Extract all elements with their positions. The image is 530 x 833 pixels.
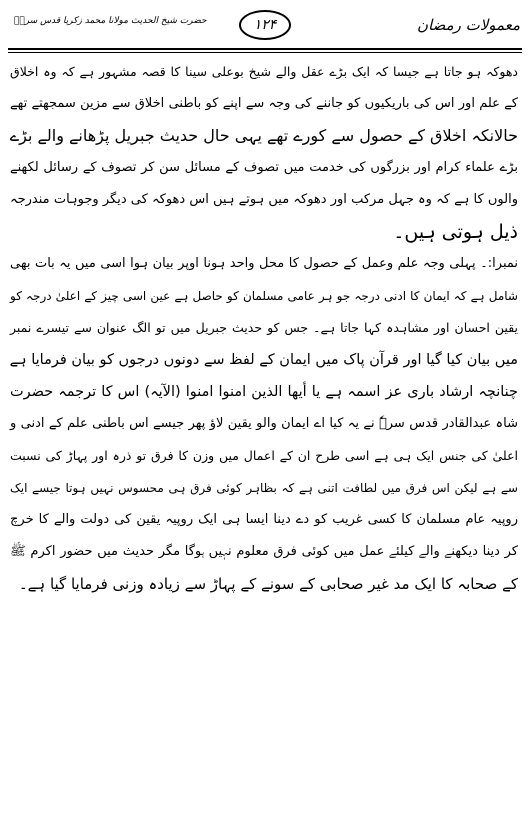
text-line: کے علم اور اس کی باریکیوں کو جاننے کی وجہ سے اپنے کو باطنی اخلاق سے مزین سمجھتے تھے <box>10 96 518 111</box>
book-title: معمولات رمضان <box>416 16 520 34</box>
text-line: دھوکہ ہو جاتا ہے جیسا کہ ایک بڑے عقل والے شیخ بوعلی سینا کا قصہ مشہور ہے کہ وہ اخلاق <box>10 64 518 79</box>
header-rule <box>8 48 522 50</box>
text-line: چنانچہ ارشاد باری عز اسمہ ہے یا أیھا الذین امنوا امنوا (الآیہ) اس کا ترجمہ حضرت <box>10 384 518 400</box>
author-title: حضرت شیخ الحدیث مولانا محمد زکریا قدس سرہٗ <box>14 16 207 26</box>
text-line: بڑے علماء کرام اور بزرگوں کی خدمت میں تصوف کے مسائل سن کر تصوف کے رسائل لکھنے <box>10 160 518 175</box>
text-line: اعلیٰ کی جنس ایک ہی ہے اسی طرح ان کے اعمال میں وزن کا فرق تو ذرہ اور پہاڑ کی نسبت <box>10 448 518 463</box>
page-number: ۱۲۴ <box>239 10 291 40</box>
text-line: والوں کا ہے کہ وہ جہل مرکب اور دھوکہ میں ہوتے ہیں اس دھوکہ کی دیگر وجوہات مندرجہ <box>10 192 518 207</box>
text-line: شامل ہے کہ ایمان کا ادنی درجہ جو ہر عامی مسلمان کو حاصل ہے عین اسی چیز کے اعلیٰ درجہ کو <box>10 289 518 303</box>
text-line: کے صحابہ کا ایک مد غیر صحابی کے سونے کے پہاڑ سے زیادہ وزنی فرمایا گیا ہے۔ <box>18 575 518 593</box>
text-line: میں بیان کیا گیا اور قرآن پاک میں ایمان کے لفظ سے دونوں درجوں کو بیان فرمایا ہے <box>9 352 518 368</box>
header-rule-thin <box>8 52 522 53</box>
text-line: حالانکہ اخلاق کے حصول سے کورے تھے یہی حال حدیث جبریل پڑھانے والے بڑے <box>9 126 518 145</box>
text-line: شاہ عبدالقادر قدس سرہٗ نے یہ کیا اے ایمان والو یقین لاؤ پھر جیسے اس باطنی علم کے ادنی و <box>10 416 518 431</box>
page-header <box>8 4 522 50</box>
body-text <box>10 56 518 600</box>
text-line: سے ہے لیکن اس فرق میں لطافت اتنی ہے کہ بظاہر کوئی فرق ہی محسوس نہیں ہوتا جیسے ایک <box>10 481 518 495</box>
text-line: روپیہ عام مسلمان کا کسی غریب کو دے دینا ایسا ہی ایک روپیہ یقین کی دولت والے کا خرچ <box>10 512 518 527</box>
text-line: ذیل ہوتی ہیں۔ <box>393 221 518 243</box>
text-line: نمبرا:۔ پہلی وجہ علم وعمل کے حصول کا محل واحد ہونا اوپر بیان ہوا اسی میں یہ بات بھی <box>10 256 518 271</box>
text-line: کر دینا دیکھنے والے کیلئے عمل میں کوئی فرق معلوم نہیں ہوگا مگر حدیث میں حضور اکرم ﷺ <box>10 544 518 559</box>
text-line: یقین احسان اور مشاہدہ کہا جاتا ہے۔ جس کو حدیث جبریل میں تو الگ عنوان سے تیسرے نمبر <box>10 320 518 335</box>
